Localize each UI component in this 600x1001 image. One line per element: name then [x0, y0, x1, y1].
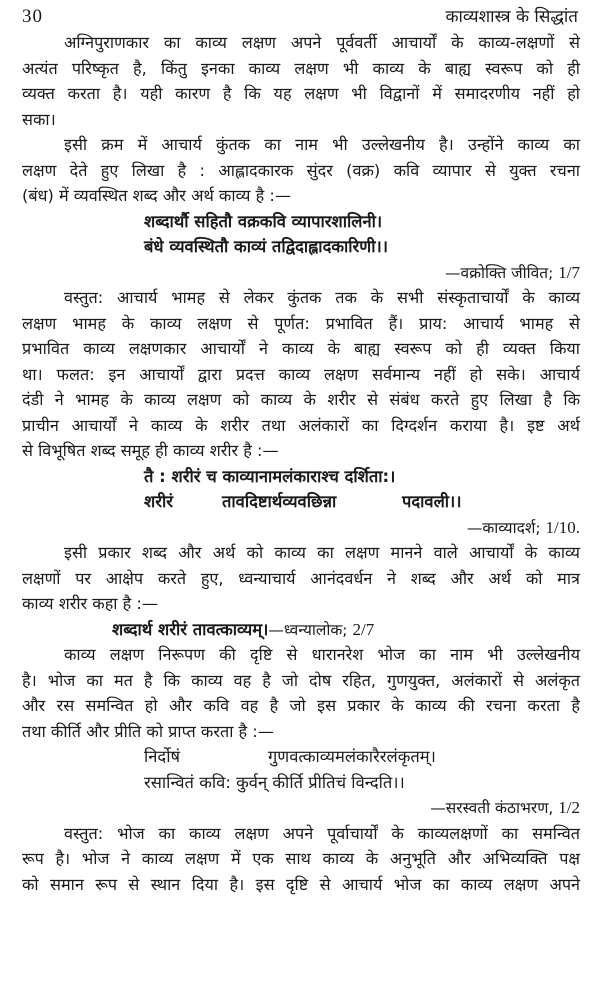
- text-line: काव्य शरीर कहा है :—: [22, 594, 159, 613]
- text-line: इसी प्रकार शब्द और अर्थ को काव्य का लक्षण मानने वाले आचार्यों के काव्य: [64, 543, 580, 562]
- paragraph-bhoj: [22, 642, 580, 744]
- running-title: काव्यशास्त्र के सिद्धांत: [445, 7, 578, 27]
- text-line: वस्तुत: आचार्य भामह से लेकर कुंतक तक के सभी संस्कृताचार्यों के काव्य: [64, 288, 580, 307]
- text-line: इसी क्रम में आचार्य कुंतक का नाम भी उल्लेखनीय है। उन्होंने काव्य का: [64, 135, 580, 154]
- text-line: तथा कीर्ति और प्रीति को प्राप्त करता है :—: [22, 721, 274, 741]
- verse-word: शरीरं: [144, 492, 173, 511]
- verse-word: गुणवत्काव्यमलंकारैरलंकृतम्।: [268, 747, 436, 766]
- verse-line: [22, 617, 580, 643]
- verse-line: शब्दार्थौ सहितौ वक्रकवि व्यापारशालिनी।: [144, 211, 383, 231]
- text-line: लक्षणों पर आक्षेप करते हुए, ध्वन्याचार्य आनंदवर्धन ने शब्द और अर्थ को मात्र: [22, 568, 580, 588]
- text-line: से विभूषित शब्द समूह ही काव्य शरीर है :—: [22, 441, 279, 460]
- page-body: [22, 30, 580, 897]
- verse-citation: [22, 260, 580, 286]
- verse-dhvanyalok: [22, 617, 580, 643]
- page-number: 30: [22, 6, 43, 27]
- citation-source: —काव्यादर्श;: [466, 518, 546, 537]
- citation-source: —ध्वन्यालोक;: [268, 620, 353, 639]
- citation-ref: 1/2: [558, 798, 580, 817]
- citation-source: —वक्रोक्ति जीवित;: [445, 263, 559, 282]
- verse-citation: [22, 795, 580, 821]
- verse-line: [22, 489, 580, 515]
- text-line: है। भोज का मत है कि काव्य वह है जो दोष रहित, गुणयुक्त, अलंकारों से अलंकृत: [22, 670, 580, 690]
- verse-word: निर्दोषं: [144, 747, 181, 766]
- verse-kavyadarsh: [22, 464, 580, 541]
- verse-line: बंधे व्यवस्थितौ काव्यं तद्विदाह्लादकारिणी।।: [144, 237, 389, 256]
- paragraph-kuntak: [22, 132, 580, 209]
- text-line: रूप है। भोज ने काव्य लक्षण में एक साथ काव्य के अनुभूति और अभिव्यक्ति पक्ष: [22, 849, 580, 868]
- verse-line: रसान्वितं कवि: कुर्वन् कीर्ति प्रीतिचं विन्दति।।: [144, 772, 405, 792]
- citation-ref: 2/7: [352, 619, 375, 639]
- citation-source: —सरस्वती कंठाभरण,: [430, 799, 559, 817]
- citation-ref: 1/10.: [545, 517, 580, 537]
- verse-text: शब्दार्थ शरीरं तावत्काव्यम्।: [112, 619, 269, 639]
- verse-word: तावदिष्टार्थव्यवछिन्ना: [222, 492, 337, 511]
- text-line: और रस समन्वित हो और कवि वह है जो इस प्रकार के काव्य की रचना करता है: [22, 696, 580, 715]
- paragraph-agnipurana: [22, 30, 580, 132]
- verse-word: पदावली।।: [402, 492, 462, 511]
- text-line: प्रभावित काव्य लक्षणकार आचार्यों ने काव्य के बाह्य स्वरूप को ही व्यक्त किया: [22, 339, 580, 358]
- verse-line: तै : शरीरं च काव्यानामलंकाराश्च दर्शिता:।: [144, 466, 396, 486]
- verse-saraswati-kanthabharan: [22, 744, 580, 821]
- verse-vakrokti-jivit: [22, 209, 580, 286]
- paragraph-bhamah: [22, 285, 580, 464]
- text-line: लक्षण देते हुए लिखा है : आह्लादकारक सुंदर (वक्र) कवि व्यापार से युक्त रचना: [22, 160, 580, 180]
- paragraph-anandvardhan: [22, 540, 580, 617]
- text-line: व्यक्त करता है। यही कारण है कि यह लक्षण भी विद्वानों में समादरणीय नहीं हो: [22, 84, 580, 103]
- text-line: (बंध) में व्यवस्थित शब्द और अर्थ काव्य है :—: [22, 186, 292, 205]
- text-line: को समान रूप से स्थान दिया है। इस दृष्टि से आचार्य भोज का काव्य लक्षण अपने: [22, 874, 580, 894]
- text-line: सका।: [22, 109, 56, 129]
- text-line: अत्यंत परिष्कृत है, किंतु इनका काव्य लक्षण भी काव्य के बाह्य स्वरूप को ही: [22, 58, 580, 78]
- text-line: प्राचीन आचार्यों ने काव्य के शरीर तथा अलंकारों का दिग्दर्शन कराया है। इष्ट अर्थ: [22, 415, 580, 435]
- text-line: वस्तुत: भोज का काव्य लक्षण अपने पूर्वाचार्यों के काव्यलक्षणों का समन्वित: [64, 823, 580, 843]
- text-line: लक्षण भामह के काव्य लक्षण से पूर्णत: प्रभावित हैं। प्राय: आचार्य भामह से: [22, 313, 580, 333]
- text-line: दंडी ने भामह के काव्य लक्षण को काव्य के शरीर से संबंध करते हुए लिखा है कि: [22, 390, 580, 409]
- text-line: काव्य लक्षण निरूपण की दृष्टि से धारानरेश भोज का नाम भी उल्लेखनीय: [64, 645, 580, 664]
- verse-citation: [22, 515, 580, 541]
- verse-line: [22, 744, 580, 770]
- page-header: [22, 0, 578, 28]
- citation-ref: 1/7: [558, 262, 580, 282]
- text-line: था। फलत: इन आचार्यों द्वारा प्रदत्त काव्य लक्षण सर्वमान्य नहीं हो सके। आचार्य: [22, 364, 580, 384]
- text-line: अग्निपुराणकार का काव्य लक्षण अपने पूर्ववर्ती आचार्यों के काव्य-लक्षणों से: [64, 33, 580, 52]
- paragraph-bhoj-conclusion: [22, 821, 580, 898]
